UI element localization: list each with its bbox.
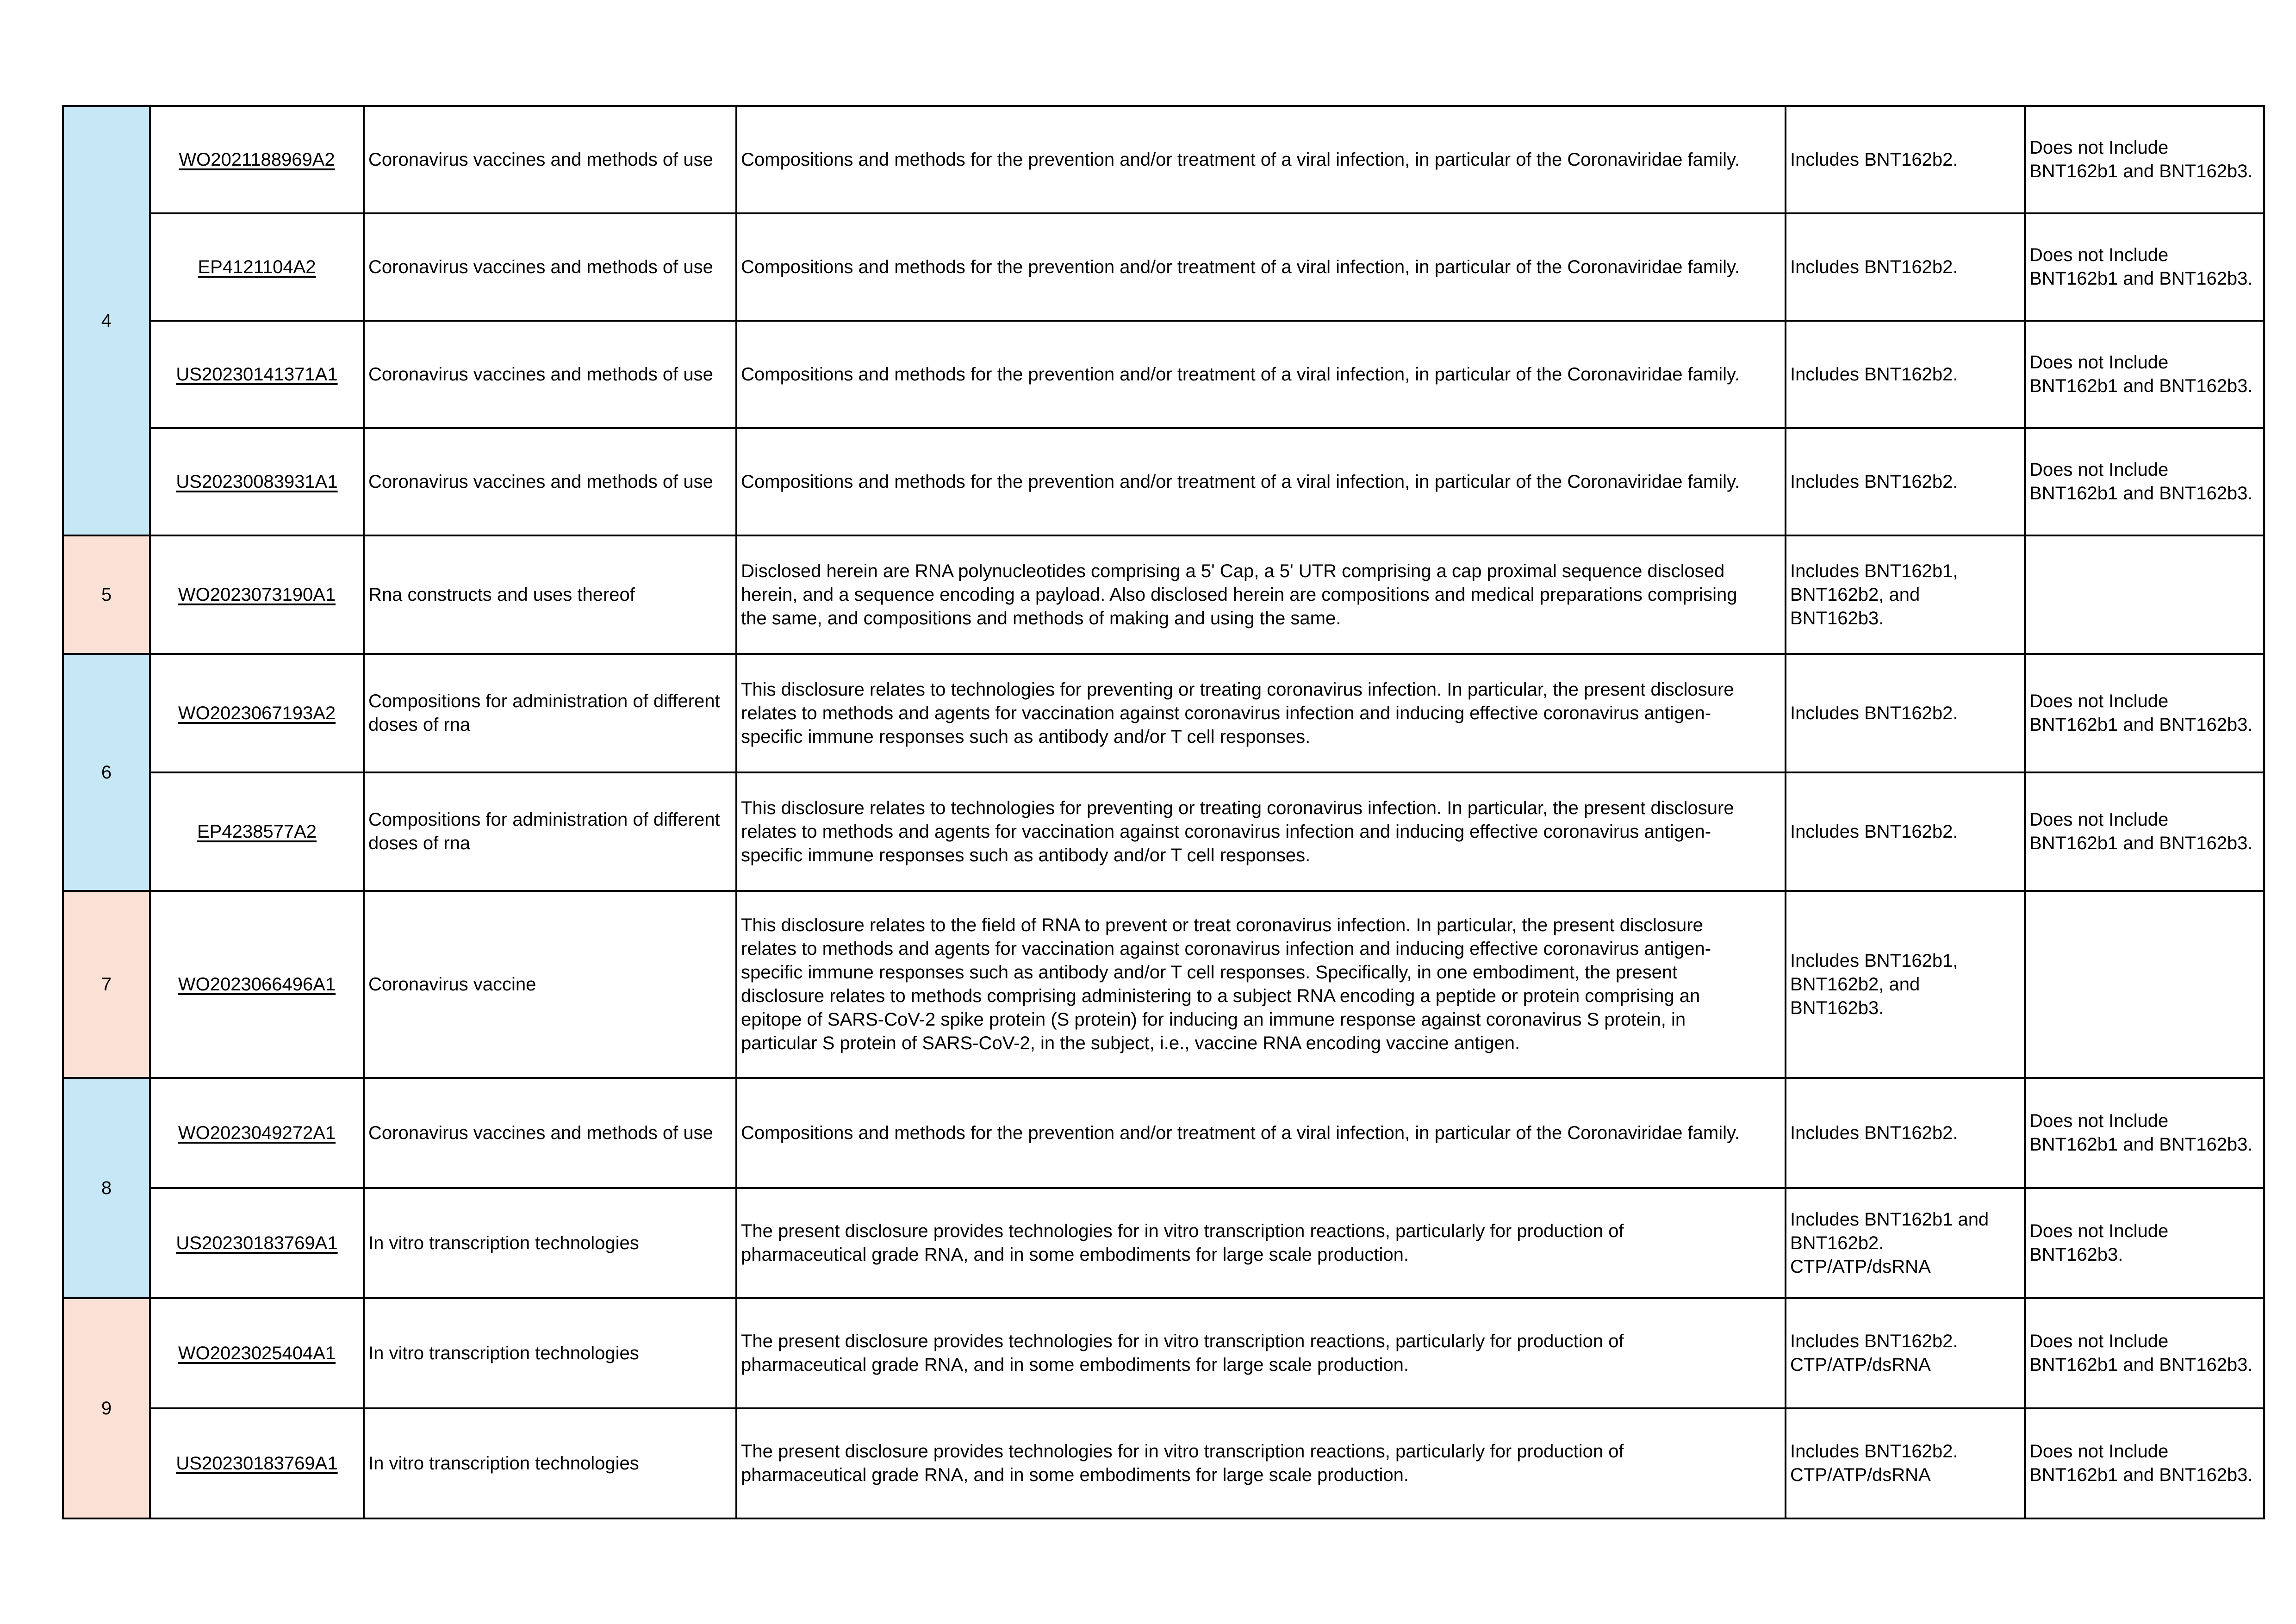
patent-number-cell [150,321,364,428]
patent-link[interactable]: WO2023073190A1 [178,584,336,605]
group-number-cell: 7 [63,891,150,1078]
title-cell: Rna constructs and uses thereof [364,535,736,654]
description-cell: The present disclosure provides technologies for in vitro transcription reactions, particularly for production of pharmaceutical grade RNA, and in some embodiments for large scale production. [736,1408,1786,1518]
table-row [63,1078,2264,1188]
table-row [63,106,2264,213]
includes-cell: Includes BNT162b2. [1786,428,2025,535]
patent-number-cell [150,106,364,213]
patent-number-cell [150,213,364,321]
table-row [63,1298,2264,1408]
includes-cell: Includes BNT162b1 and BNT162b2. CTP/ATP/dsRNA [1786,1188,2025,1298]
title-cell: Coronavirus vaccine [364,891,736,1078]
excludes-cell: Does not Include BNT162b1 and BNT162b3. [2025,1408,2264,1518]
table-row [63,1188,2264,1298]
table-row [63,213,2264,321]
description-cell: This disclosure relates to the field of RNA to prevent or treat coronavirus infection. In particular, the present disclosure relates to methods and agents for vaccination against coronavirus infection and inducing effective coronavirus antigen- specific immune responses such as antibody and/or T cell responses. Specifically, in one embodiment, the present disclosure relates to methods comprising administering to a subject RNA encoding a peptide or protein comprising an epitope of SARS-CoV-2 spike protein (S protein) for inducing an immune response against coronavirus S protein, in particular S protein of SARS-CoV-2, in the subject, i.e., vaccine RNA encoding vaccine antigen. [736,891,1786,1078]
excludes-cell: Does not Include BNT162b1 and BNT162b3. [2025,428,2264,535]
table-row [63,321,2264,428]
patent-number-cell [150,1188,364,1298]
patent-link[interactable]: WO2023066496A1 [178,974,336,995]
excludes-cell: Does not Include BNT162b1 and BNT162b3. [2025,213,2264,321]
title-cell: In vitro transcription technologies [364,1298,736,1408]
table-row [63,428,2264,535]
includes-cell: Includes BNT162b2. CTP/ATP/dsRNA [1786,1408,2025,1518]
title-cell: Coronavirus vaccines and methods of use [364,213,736,321]
patent-link[interactable]: WO2021188969A2 [179,149,335,170]
excludes-cell: Does not Include BNT162b3. [2025,1188,2264,1298]
group-number-cell: 8 [63,1078,150,1298]
description-cell: Compositions and methods for the prevention and/or treatment of a viral infection, in particular of the Coronaviridae family. [736,213,1786,321]
includes-cell: Includes BNT162b1, BNT162b2, and BNT162b3. [1786,891,2025,1078]
description-cell: Disclosed herein are RNA polynucleotides comprising a 5' Cap, a 5' UTR comprising a cap proximal sequence disclosed herein, and a sequence encoding a payload. Also disclosed herein are compositions and medical preparations comprising the same, and compositions and methods of making and using the same. [736,535,1786,654]
title-cell: Coronavirus vaccines and methods of use [364,1078,736,1188]
excludes-cell: Does not Include BNT162b1 and BNT162b3. [2025,654,2264,772]
group-number-cell: 6 [63,654,150,891]
patent-link[interactable]: US20230183769A1 [176,1453,338,1474]
table-row [63,654,2264,772]
patent-table [62,105,2265,1519]
patent-link[interactable]: WO2023025404A1 [178,1343,336,1363]
title-cell: Compositions for administration of different doses of rna [364,654,736,772]
excludes-cell: Does not Include BNT162b1 and BNT162b3. [2025,1298,2264,1408]
patent-number-cell [150,654,364,772]
description-cell: This disclosure relates to technologies for preventing or treating coronavirus infection. In particular, the present disclosure relates to methods and agents for vaccination against coronavirus infection and inducing effective coronavirus antigen- specific immune responses such as antibody and/or T cell responses. [736,772,1786,891]
includes-cell: Includes BNT162b2. [1786,1078,2025,1188]
includes-cell: Includes BNT162b2. [1786,772,2025,891]
patent-number-cell [150,772,364,891]
patent-number-cell [150,1298,364,1408]
description-cell: Compositions and methods for the prevention and/or treatment of a viral infection, in particular of the Coronaviridae family. [736,1078,1786,1188]
patent-number-cell [150,891,364,1078]
description-cell: The present disclosure provides technologies for in vitro transcription reactions, particularly for production of pharmaceutical grade RNA, and in some embodiments for large scale production. [736,1298,1786,1408]
excludes-cell: Does not Include BNT162b1 and BNT162b3. [2025,1078,2264,1188]
includes-cell: Includes BNT162b2. [1786,654,2025,772]
patent-number-cell [150,535,364,654]
description-cell: Compositions and methods for the prevention and/or treatment of a viral infection, in particular of the Coronaviridae family. [736,428,1786,535]
title-cell: Coronavirus vaccines and methods of use [364,428,736,535]
description-cell: The present disclosure provides technologies for in vitro transcription reactions, particularly for production of pharmaceutical grade RNA, and in some embodiments for large scale production. [736,1188,1786,1298]
group-number-cell: 4 [63,106,150,535]
title-cell: Compositions for administration of different doses of rna [364,772,736,891]
patent-link[interactable]: US20230141371A1 [176,364,338,385]
title-cell: In vitro transcription technologies [364,1408,736,1518]
patent-link[interactable]: WO2023067193A2 [178,703,336,723]
excludes-cell [2025,535,2264,654]
table-row [63,891,2264,1078]
table-row [63,535,2264,654]
excludes-cell [2025,891,2264,1078]
patent-number-cell [150,428,364,535]
includes-cell: Includes BNT162b1, BNT162b2, and BNT162b3. [1786,535,2025,654]
includes-cell: Includes BNT162b2. [1786,213,2025,321]
includes-cell: Includes BNT162b2. [1786,321,2025,428]
group-number-cell: 5 [63,535,150,654]
description-cell: This disclosure relates to technologies for preventing or treating coronavirus infection. In particular, the present disclosure relates to methods and agents for vaccination against coronavirus infection and inducing effective coronavirus antigen- specific immune responses such as antibody and/or T cell responses. [736,654,1786,772]
patent-link[interactable]: EP4121104A2 [198,256,316,277]
patent-link[interactable]: EP4238577A2 [197,821,317,842]
title-cell: Coronavirus vaccines and methods of use [364,106,736,213]
title-cell: Coronavirus vaccines and methods of use [364,321,736,428]
description-cell: Compositions and methods for the prevention and/or treatment of a viral infection, in particular of the Coronaviridae family. [736,106,1786,213]
table-row [63,772,2264,891]
excludes-cell: Does not Include BNT162b1 and BNT162b3. [2025,321,2264,428]
includes-cell: Includes BNT162b2. CTP/ATP/dsRNA [1786,1298,2025,1408]
table-row [63,1408,2264,1518]
title-cell: In vitro transcription technologies [364,1188,736,1298]
group-number-cell: 9 [63,1298,150,1518]
patent-link[interactable]: US20230183769A1 [176,1232,338,1253]
patent-number-cell [150,1078,364,1188]
patent-number-cell [150,1408,364,1518]
includes-cell: Includes BNT162b2. [1786,106,2025,213]
excludes-cell: Does not Include BNT162b1 and BNT162b3. [2025,772,2264,891]
excludes-cell: Does not Include BNT162b1 and BNT162b3. [2025,106,2264,213]
patent-link[interactable]: WO2023049272A1 [178,1122,336,1143]
patent-link[interactable]: US20230083931A1 [176,471,338,492]
description-cell: Compositions and methods for the prevention and/or treatment of a viral infection, in particular of the Coronaviridae family. [736,321,1786,428]
